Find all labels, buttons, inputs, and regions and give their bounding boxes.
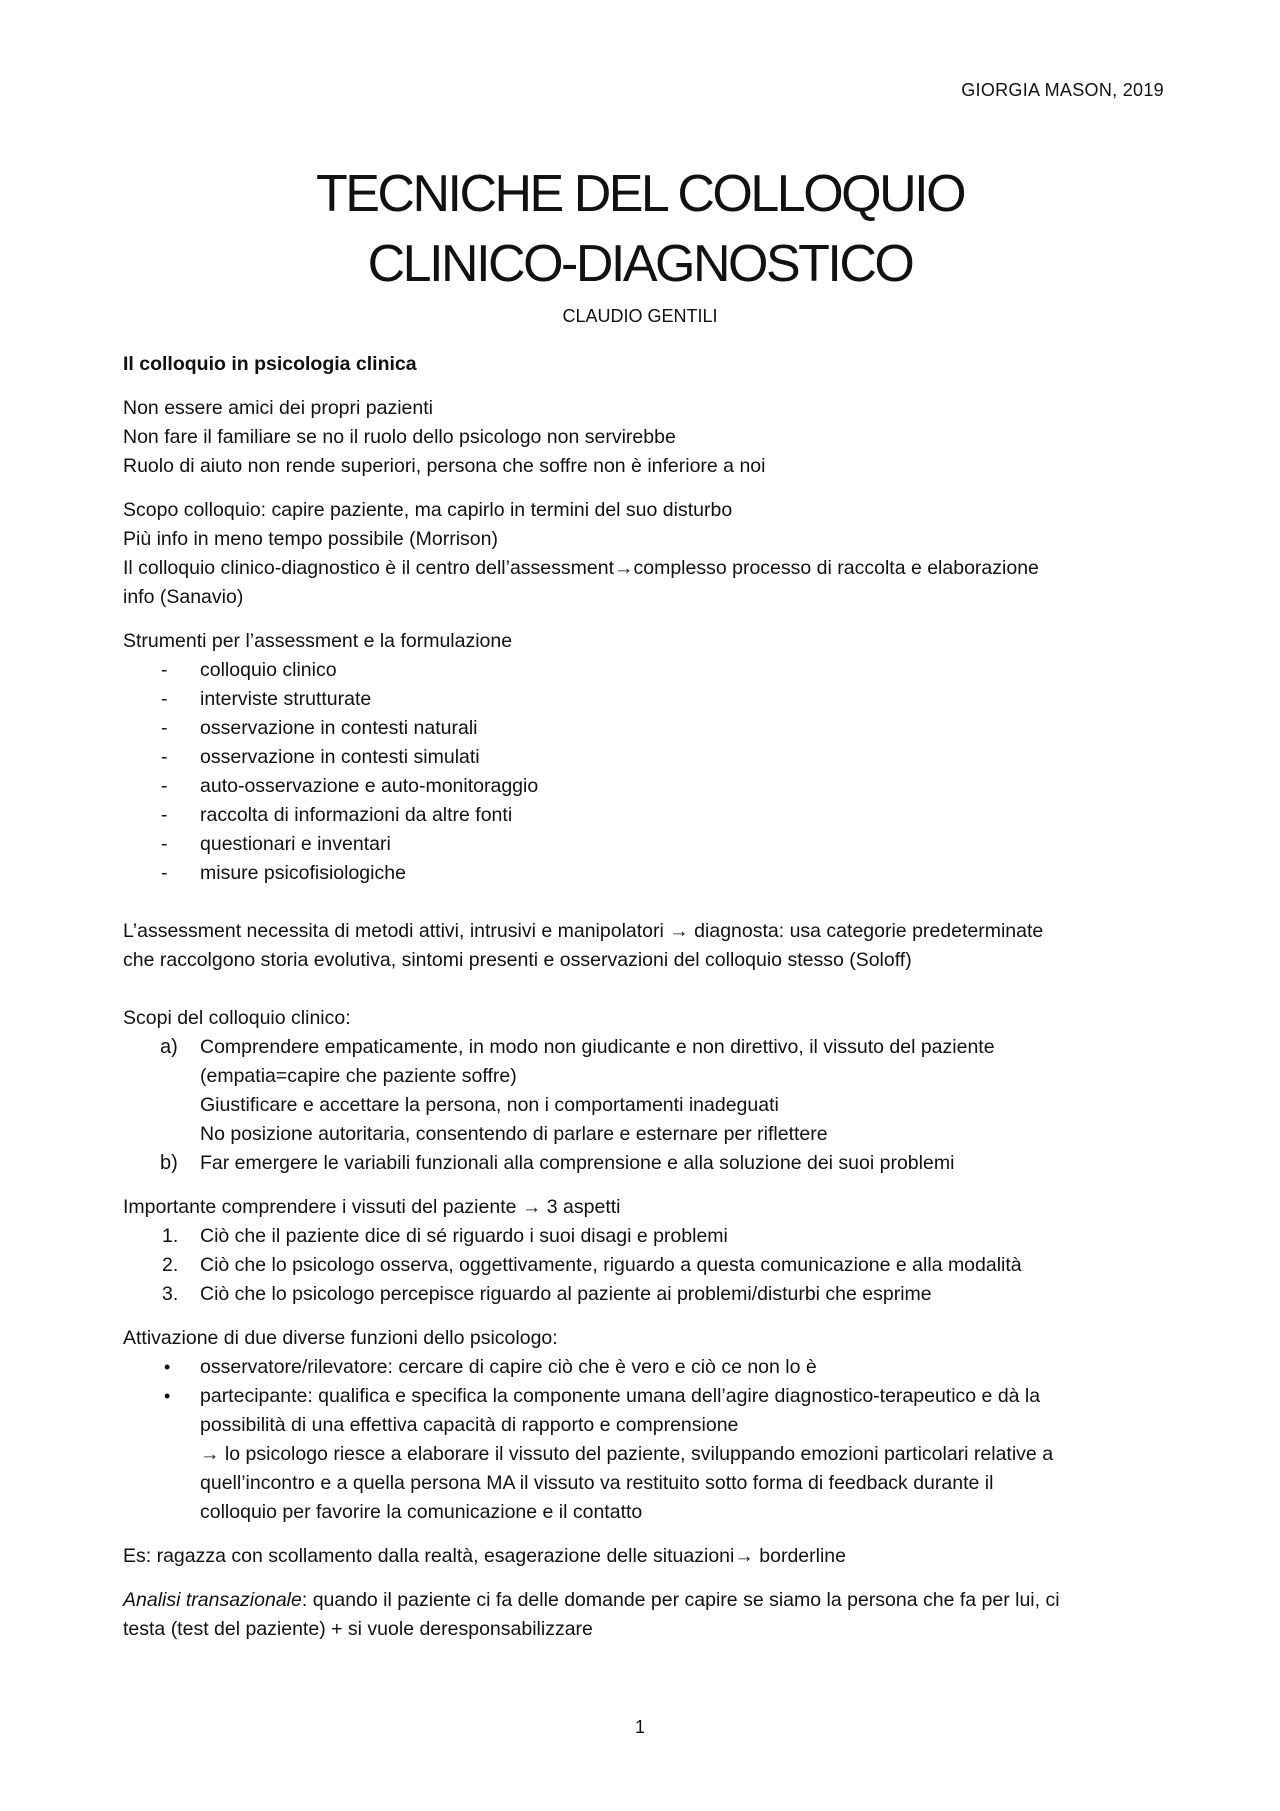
transactional-text: : quando il paziente ci fa delle domande per capire se siamo la persona che fa per lui, ci	[301, 1589, 1060, 1611]
paragraph-line: Non fare il familiare se no il ruolo dello psicologo non servirebbe	[123, 426, 676, 448]
functions-list	[123, 1353, 1168, 1527]
list-item	[123, 1033, 1168, 1149]
list-item-text: possibilità di una effettiva capacità di rapporto e comprensione	[200, 1414, 739, 1436]
list-item	[123, 1149, 1168, 1178]
list-item-text: Ciò che lo psicologo percepisce riguardo al paziente ai problemi/disturbi che esprime	[200, 1283, 932, 1305]
list-item-text: misure psicofisiologiche	[200, 862, 406, 884]
scopes-list	[123, 1033, 1168, 1178]
paragraph-line: info (Sanavio)	[123, 586, 244, 608]
paragraph-line: Più info in meno tempo possibile (Morrison)	[123, 528, 498, 550]
list-marker: -	[161, 659, 168, 681]
list-item-text: Ciò che il paziente dice di sé riguardo i suoi disagi e problemi	[200, 1225, 728, 1247]
list-item	[123, 685, 1168, 714]
list-marker: 2.	[162, 1254, 179, 1276]
list-item-text: No posizione autoritaria, consentendo di parlare e esternare per riflettere	[200, 1123, 828, 1145]
list-item	[123, 1382, 1168, 1527]
aspects-intro: Importante comprendere i vissuti del paziente → 3 aspetti	[123, 1196, 621, 1218]
list-item-text: colloquio clinico	[200, 659, 337, 681]
list-marker: -	[161, 688, 168, 710]
paragraph-line: che raccolgono storia evolutiva, sintomi presenti e osservazioni del colloquio stesso (Soloff)	[123, 949, 912, 971]
paragraph-line: Ruolo di aiuto non rende superiori, persona che soffre non è inferiore a noi	[123, 455, 766, 477]
list-item-text: Far emergere le variabili funzionali alla comprensione e alla soluzione dei suoi problemi	[200, 1152, 955, 1174]
list-item-text: osservatore/rilevatore: cercare di capire ciò che è vero e ciò ce non lo è	[200, 1356, 817, 1378]
list-item	[123, 743, 1168, 772]
list-item-text: (empatia=capire che paziente soffre)	[200, 1065, 517, 1087]
list-marker: -	[161, 804, 168, 826]
list-item	[123, 772, 1168, 801]
list-marker: b)	[160, 1152, 178, 1174]
page-number: 1	[634, 1717, 645, 1737]
list-marker: -	[161, 862, 168, 884]
list-item	[123, 1353, 1168, 1382]
aspects-list	[123, 1222, 1168, 1309]
bullet-icon: •	[164, 1357, 171, 1377]
list-item	[123, 801, 1168, 830]
document-body	[123, 350, 1168, 1644]
paragraph-line: Non essere amici dei propri pazienti	[123, 397, 433, 419]
transactional-line1	[123, 1586, 1168, 1615]
tools-list	[123, 656, 1168, 888]
list-item	[123, 714, 1168, 743]
list-marker: -	[161, 717, 168, 739]
list-marker: -	[161, 775, 168, 797]
list-marker: 3.	[162, 1283, 179, 1305]
bullet-icon: •	[164, 1386, 171, 1406]
list-item-text: partecipante: qualifica e specifica la componente umana dell’agire diagnostico-terapeutico e dà la	[200, 1385, 1041, 1407]
functions-intro: Attivazione di due diverse funzioni dello psicologo:	[123, 1327, 558, 1349]
list-item-text: Ciò che lo psicologo osserva, oggettivamente, riguardo a questa comunicazione e alla modalità	[200, 1254, 1022, 1276]
list-item-text: questionari e inventari	[200, 833, 391, 855]
list-item-text: Giustificare e accettare la persona, non i comportamenti inadeguati	[200, 1094, 779, 1116]
list-item-text: osservazione in contesti naturali	[200, 717, 478, 739]
list-marker: -	[161, 746, 168, 768]
list-marker: 1.	[162, 1225, 179, 1247]
transactional-line2: testa (test del paziente) + si vuole deresponsabilizzare	[123, 1618, 593, 1640]
list-item-text: osservazione in contesti simulati	[200, 746, 480, 768]
list-marker: -	[161, 833, 168, 855]
list-item	[123, 830, 1168, 859]
example-line: Es: ragazza con scollamento dalla realtà, esagerazione delle situazioni→ borderline	[123, 1545, 846, 1567]
list-item-text: colloquio per favorire la comunicazione e il contatto	[200, 1501, 643, 1523]
list-item	[123, 1280, 1168, 1309]
list-item	[123, 656, 1168, 685]
list-marker: a)	[160, 1036, 178, 1058]
header-author: GIORGIA MASON, 2019	[961, 80, 1164, 100]
tools-intro: Strumenti per l’assessment e la formulazione	[123, 630, 513, 652]
list-item-text: raccolta di informazioni da altre fonti	[200, 804, 513, 826]
list-item	[123, 1251, 1168, 1280]
list-item-text: auto-osservazione e auto-monitoraggio	[200, 775, 539, 797]
transactional-term: Analisi transazionale	[123, 1589, 302, 1611]
scopes-intro: Scopi del colloquio clinico:	[123, 1007, 351, 1029]
paragraph-line: L’assessment necessita di metodi attivi, intrusivi e manipolatori → diagnosta: usa categorie predeterminate	[123, 920, 1044, 942]
paragraph-line: Scopo colloquio: capire paziente, ma capirlo in termini del suo disturbo	[123, 499, 733, 521]
document-title-line2: CLINICO-DIAGNOSTICO	[367, 235, 913, 293]
document-subtitle: CLAUDIO GENTILI	[562, 306, 718, 326]
list-item-text: interviste strutturate	[200, 688, 372, 710]
paragraph-line: Il colloquio clinico-diagnostico è il centro dell’assessment→complesso processo di raccolta e elaborazione	[123, 557, 1039, 579]
list-item-text: Comprendere empaticamente, in modo non giudicante e non direttivo, il vissuto del paziente	[200, 1036, 995, 1058]
list-item-text: quell’incontro e a quella persona MA il vissuto va restituito sotto forma di feedback durante il	[200, 1472, 994, 1494]
section-heading: Il colloquio in psicologia clinica	[123, 353, 417, 375]
list-item	[123, 1222, 1168, 1251]
document-title-line1: TECNICHE DEL COLLOQUIO	[315, 165, 965, 223]
list-item	[123, 859, 1168, 888]
list-item-text: → lo psicologo riesce a elaborare il vissuto del paziente, sviluppando emozioni particolari relative a	[200, 1443, 1054, 1465]
